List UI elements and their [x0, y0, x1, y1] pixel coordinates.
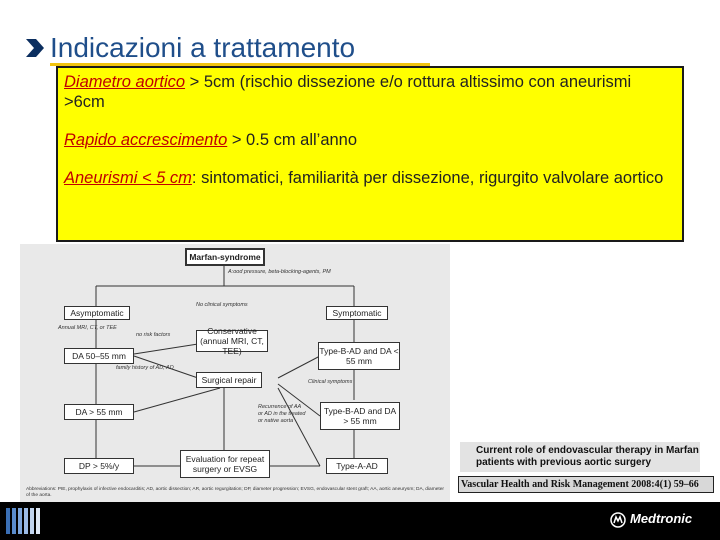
reference-citation	[458, 442, 714, 494]
title-group	[24, 30, 355, 66]
criterion-text: : sintomatici, familiarità per dissezione, rigurgito valvolare aortico	[191, 169, 664, 187]
flow-label-no-risk: no risk factors	[136, 332, 171, 338]
flow-box-conservative: Conservative (annual MRI, CT, TEE)	[196, 330, 268, 352]
footer-logo-text: Medtronic	[630, 511, 693, 526]
flow-box-typea: Type-A-AD	[326, 458, 388, 474]
flowchart-figure	[20, 244, 450, 502]
flow-box-da-50-55: DA 50–55 mm	[64, 348, 134, 364]
footer-stripe	[24, 508, 28, 534]
flow-box-symptomatic: Symptomatic	[326, 306, 388, 320]
footer-stripe	[30, 508, 34, 534]
reference-journal: Vascular Health and Risk Management 2008:4(1) 59–66	[458, 476, 714, 493]
flow-label-blood-pressure: A:ood pressure, beta-blocking-agents, PM	[228, 269, 331, 275]
flow-box-surgical-repair: Surgical repair	[196, 372, 262, 388]
flow-label-no-clinical: No clinical symptoms	[196, 302, 248, 308]
medtronic-logo-icon	[610, 512, 626, 528]
page-title: Indicazioni a trattamento	[50, 32, 356, 63]
flow-label-annual-mri: Annual MRI, CT, or TEE	[58, 325, 117, 331]
footer-stripe	[36, 508, 40, 534]
criterion-text: > 5cm (rischio dissezione e/o rottura altissimo con aneurismi >6cm	[64, 73, 632, 111]
flow-box-asymptomatic: Asymptomatic	[64, 306, 130, 320]
footer-stripe	[6, 508, 10, 534]
criterion-diameter	[64, 72, 676, 112]
criterion-small-aneurysm	[64, 168, 676, 188]
criteria-box	[56, 66, 684, 242]
criterion-term: Diametro aortico	[64, 73, 186, 91]
flow-box-typeb-large: Type-B-AD and DA > 55 mm	[320, 402, 400, 430]
criterion-term: Aneurismi < 5 cm	[64, 169, 192, 187]
criterion-term: Rapido accrescimento	[64, 131, 228, 149]
flow-label-family-history: family history of AD, AD	[116, 365, 174, 371]
flow-box-typeb-small: Type-B-AD and DA < 55 mm	[318, 342, 400, 370]
chevron-right-icon	[24, 37, 46, 59]
flow-label-clinical-symptoms: Clinical symptoms	[308, 379, 353, 385]
reference-title: Current role of endovascular therapy in Marfan patients with previous aortic surgery	[460, 442, 700, 472]
footer-stripe	[12, 508, 16, 534]
flow-box-da-over-55: DA > 55 mm	[64, 404, 134, 420]
flow-label-recurrence: Recurrence of AA or AD in the treated or native aorta	[258, 404, 306, 424]
flow-box-marfan: Marfan-syndrome	[185, 248, 265, 266]
criterion-growth	[64, 130, 676, 150]
flow-box-dp-5: DP > 5%/y	[64, 458, 134, 474]
footer-stripe	[18, 508, 22, 534]
criterion-text: > 0.5 cm all’anno	[227, 131, 358, 149]
flow-abbreviations: Abbreviations: PIE, prophylaxis of infective endocarditis; AD, aortic dissection; AR, aortic regurgitation; DP, diameter progression; EVSG, endovascular stent graft; AA, aortic aneurysm; DA, diameter of the aorta.	[26, 487, 444, 498]
flow-box-evaluation: Evaluation for repeat surgery or EVSG	[180, 450, 270, 478]
